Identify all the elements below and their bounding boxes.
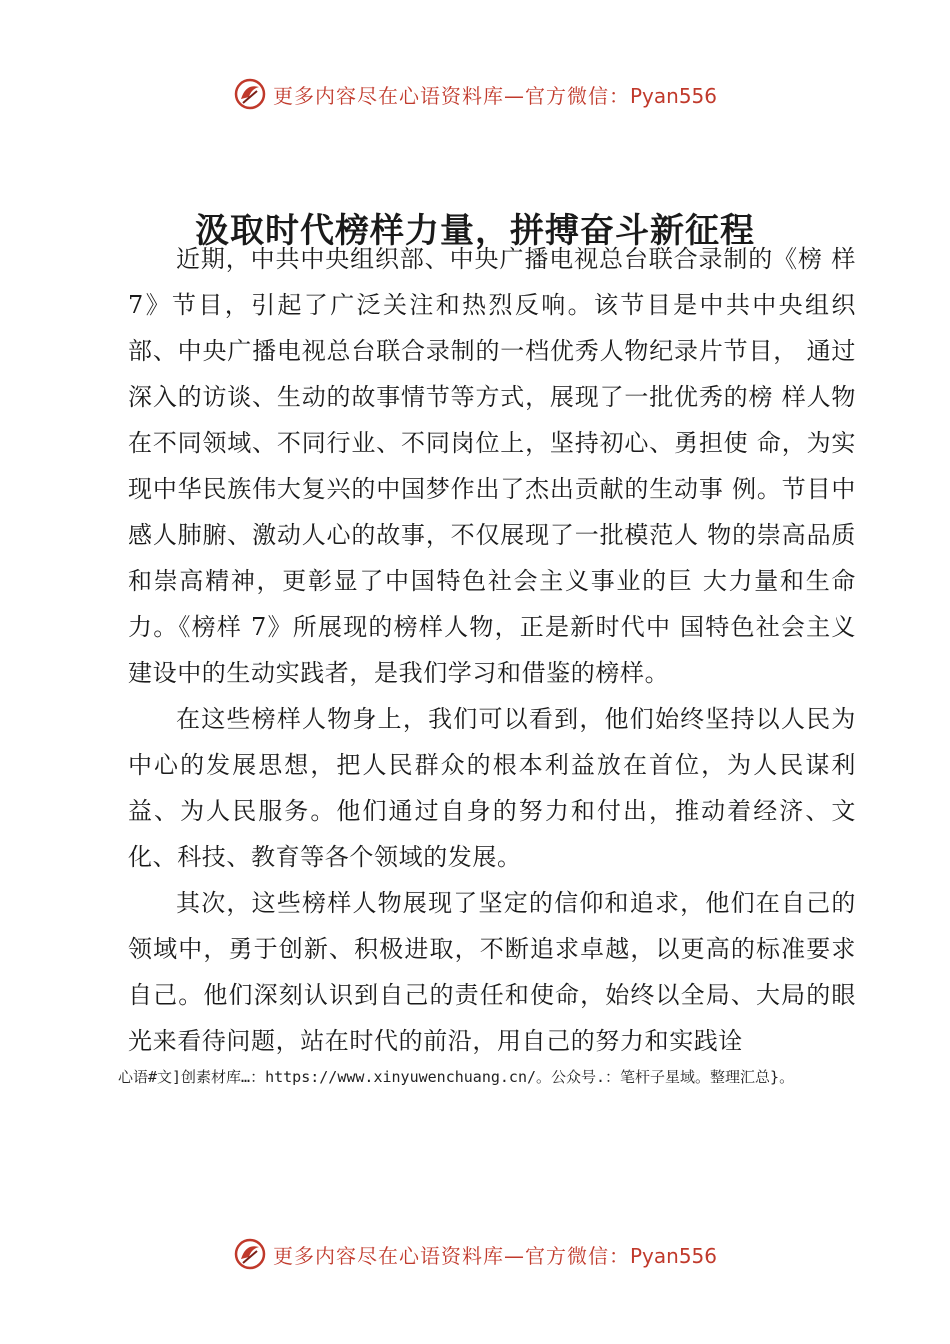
- document-body: [128, 236, 856, 1064]
- wechat-handle: Pyan556: [629, 83, 717, 108]
- wechat-handle: Pyan556: [629, 1243, 717, 1268]
- brand-logo-icon: [233, 77, 267, 111]
- banner-text: [273, 80, 717, 109]
- paragraph-1: 近期，中共中央组织部、中央广播电视总台联合录制的《榜 样 7》节目，引起了广泛关注和热烈反响。该节目是中共中央组织部、中央广播电视总台联合录制的一档优秀人物纪录片节目， 通过深入的访谈、生动的故事情节等方式，展现了一批优秀的榜 样人物在不同领域、不同行业、不同岗位上，坚持初心、勇担使 命，为实现中华民族伟大复兴的中国梦作出了杰出贡献的生动事 例。节目中感人肺腑、激动人心的故事，不仅展现了一批模范人 物的崇高品质和崇高精神，更彰显了中国特色社会主义事业的巨 大力量和生命力。《榜样 7》所展现的榜样人物，正是新时代中 国特色社会主义建设中的生动实践者，是我们学习和借鉴的榜样。: [128, 245, 856, 687]
- banner-text: [273, 1240, 717, 1269]
- paragraph-2: 在这些榜样人物身上，我们可以看到，他们始终坚持以人民为中心的发展思想，把人民群众的根本利益放在首位，为人民谋利益、为人民服务。他们通过自身的努力和付出，推动着经济、文化、科技、教育等各个领域的发展。: [128, 705, 856, 871]
- document-title: 汲取时代榜样力量，拼搏奋斗新征程: [195, 210, 755, 251]
- source-footnote: 心语#文]创素材库…：https://www.xinyuwenchuang.cn/。公众号.：笔杆子星域。整理汇总}。: [118, 1068, 795, 1086]
- header-banner: [0, 72, 950, 116]
- footer-banner: [0, 1232, 950, 1276]
- banner-label: 更多内容尽在心语资料库—官方微信：: [272, 1243, 630, 1268]
- banner-label: 更多内容尽在心语资料库—官方微信：: [272, 83, 630, 108]
- brand-logo-icon: [233, 1237, 267, 1271]
- paragraph-3: 其次，这些榜样人物展现了坚定的信仰和追求，他们在自己的领域中，勇于创新、积极进取，不断追求卓越，以更高的标准要求自己。他们深刻认识到自己的责任和使命，始终以全局、大局的眼光来看待问题，站在时代的前沿，用自己的努力和实践诠: [128, 889, 856, 1055]
